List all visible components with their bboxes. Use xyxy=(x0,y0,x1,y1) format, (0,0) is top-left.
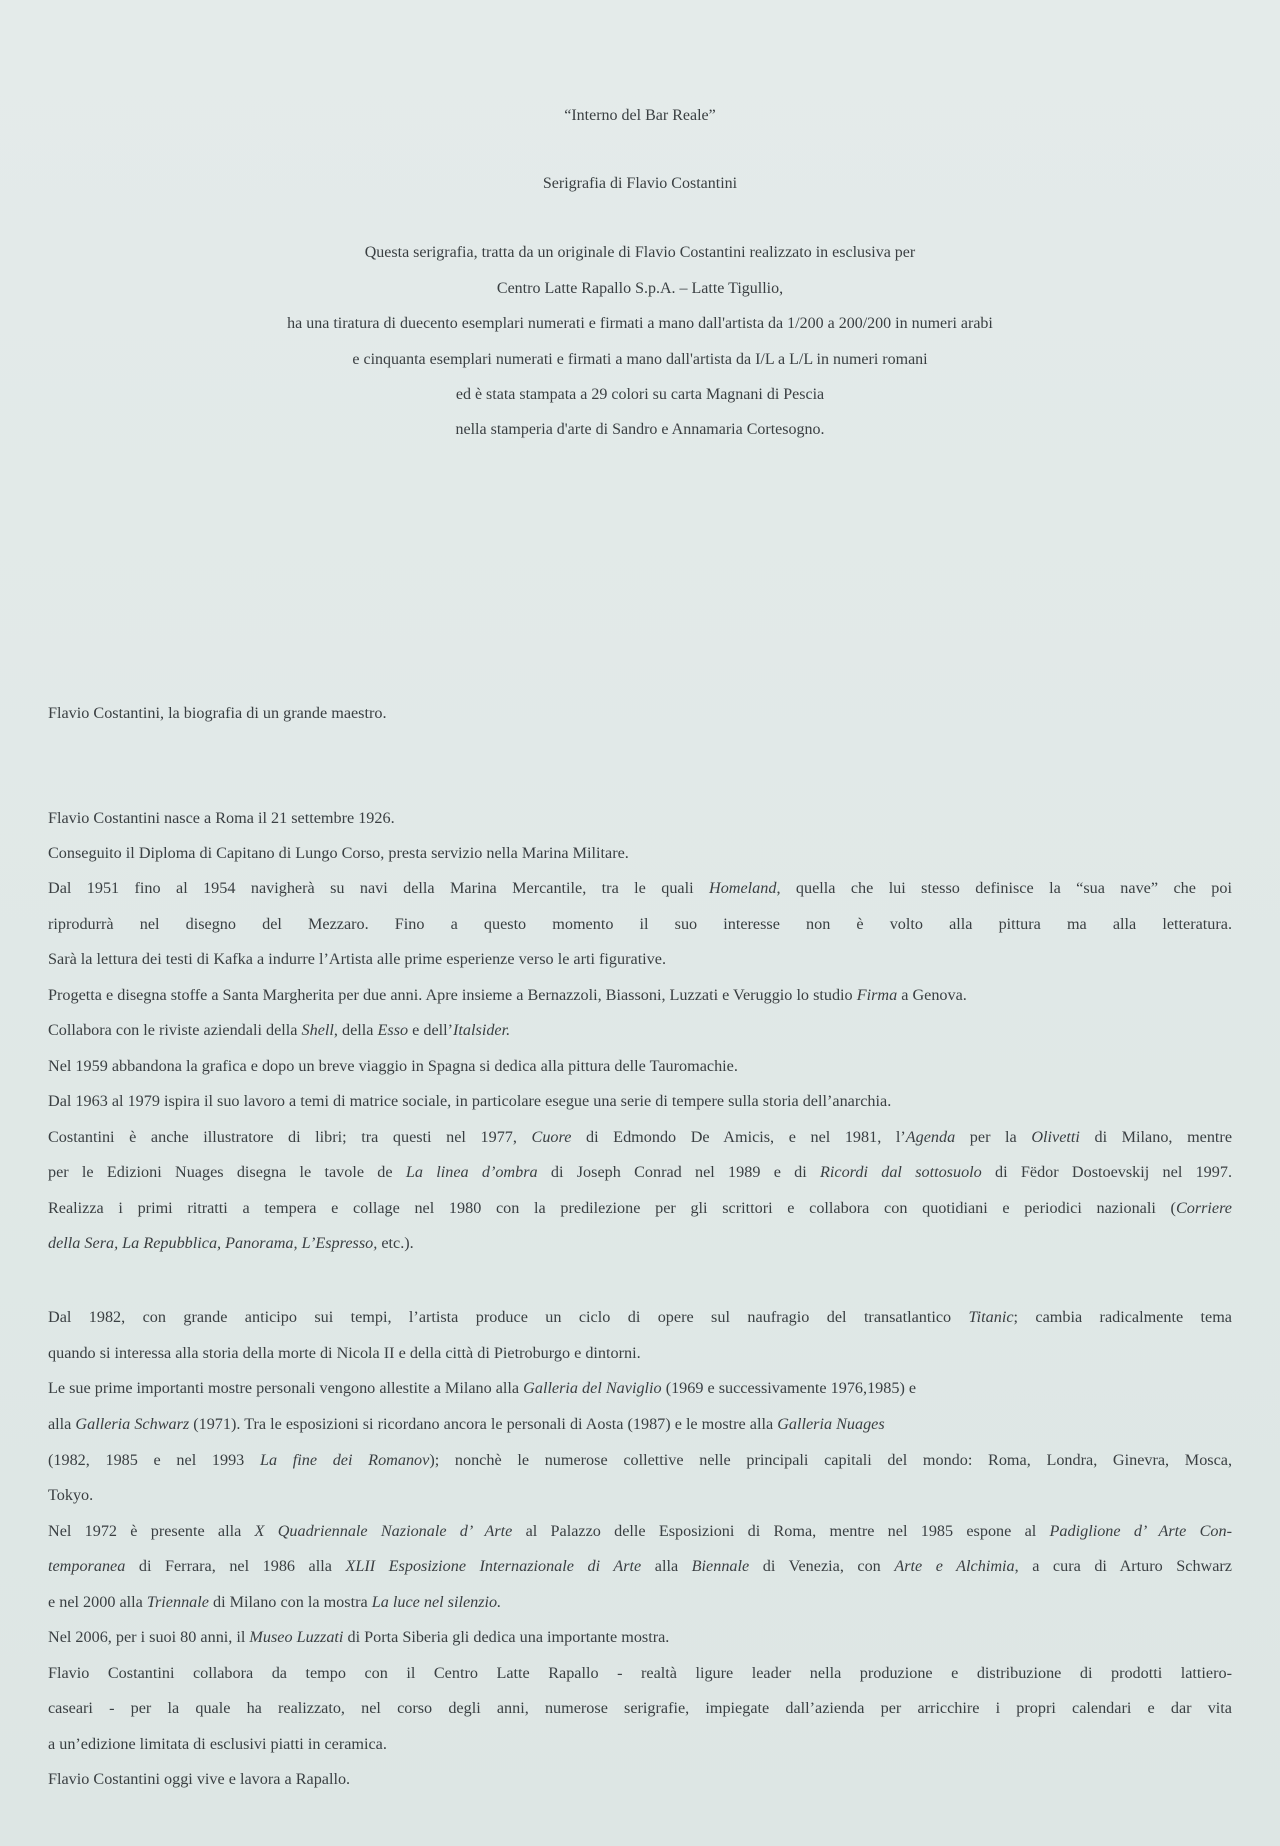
text-run: caseari - per la quale ha realizzato, nel corso degli anni, numerose serigrafie, impiegate dall’azienda per arricchire i propri calendari e dar vita xyxy=(48,1699,1232,1717)
text-run: Costantini è anche illustratore di libri; tra questi nel 1977, xyxy=(48,1128,532,1146)
biography-line xyxy=(48,808,1232,828)
text-run: a Genova. xyxy=(897,986,967,1004)
text-run: Dal 1982, con grande anticipo sui tempi, l’artista produce un ciclo di opere sul naufragio del transatlantico xyxy=(48,1308,969,1326)
biography-line xyxy=(48,1127,1232,1147)
italic-title: Shell xyxy=(301,1021,334,1039)
biography-line xyxy=(48,1378,1232,1398)
description-line: nella stamperia d'arte di Sandro e Annamaria Cortesogno. xyxy=(455,421,825,438)
italic-title: Biennale xyxy=(691,1557,750,1575)
description-line: Centro Latte Rapallo S.p.A. – Latte Tigullio, xyxy=(496,280,784,297)
italic-title: Olivetti xyxy=(1031,1128,1080,1146)
biography-line xyxy=(48,1521,1232,1541)
biography-line xyxy=(48,843,1232,863)
description-line: e cinquanta esemplari numerati e firmati a mano dall'artista da I/L a L/L in numeri romani xyxy=(352,351,928,368)
text-run: a un’edizione limitata di esclusivi piatti in ceramica. xyxy=(48,1735,387,1753)
text-run: di Edmondo De Amicis, e nel 1981, l’ xyxy=(571,1128,906,1146)
biography-line xyxy=(48,1091,1232,1111)
italic-title: Esso xyxy=(377,1021,409,1039)
text-run: al Palazzo delle Esposizioni di Roma, mentre nel 1985 espone al xyxy=(512,1522,1050,1540)
text-run: di Milano con la mostra xyxy=(208,1593,372,1611)
text-run: per le Edizioni Nuages disegna le tavole de xyxy=(48,1163,406,1181)
text-run: Dal 1951 fino al 1954 navigherà su navi della Marina Mercantile, tra le quali xyxy=(48,879,709,897)
italic-title: Galleria Nuages xyxy=(777,1415,885,1433)
text-run: di Joseph Conrad nel 1989 e di xyxy=(537,1163,821,1181)
text-run: Nel 1972 è presente alla xyxy=(48,1522,255,1540)
biography-line xyxy=(48,1343,1232,1363)
italic-title: Galleria Schwarz xyxy=(75,1415,190,1433)
text-run: Le sue prime importanti mostre personali vengono allestite a Milano alla xyxy=(48,1379,524,1397)
italic-title: Museo Luzzati xyxy=(249,1628,344,1646)
text-run: , della xyxy=(333,1021,378,1039)
biography-line xyxy=(48,1592,1232,1612)
italic-title: X Quadriennale Nazionale d’ Arte xyxy=(254,1522,513,1540)
italic-title: Arte e Alchimia xyxy=(894,1557,1015,1575)
biography-line xyxy=(48,949,1232,969)
italic-title: Triennale xyxy=(146,1593,209,1611)
text-run: ; cambia radicalmente tema xyxy=(1013,1308,1232,1326)
biography-line xyxy=(48,1414,1232,1434)
document-title: “Interno del Bar Reale” xyxy=(564,107,716,124)
text-run: Dal 1963 al 1979 ispira il suo lavoro a temi di matrice sociale, in particolare esegue una serie di tempere sulla storia dell’anarchia. xyxy=(48,1092,892,1110)
biography-line xyxy=(48,1769,1232,1789)
biography-line xyxy=(48,1485,1232,1505)
biography-line xyxy=(48,1627,1232,1647)
description-line: ed è stata stampata a 29 colori su carta Magnani di Pescia xyxy=(455,386,825,403)
text-run: di Fëdor Dostoevskij nel 1997. xyxy=(981,1163,1233,1181)
text-run: quando si interessa alla storia della morte di Nicola II e della città di Pietroburgo e dintorni. xyxy=(48,1344,641,1362)
biography-line xyxy=(48,1734,1232,1754)
italic-title: La linea d’ombra xyxy=(405,1163,538,1181)
text-run: Nel 1959 abbandona la grafica e dopo un breve viaggio in Spagna si dedica alla pittura delle Tauromachie. xyxy=(48,1057,738,1075)
italic-title: La fine dei Romanov xyxy=(259,1451,430,1469)
biography-line xyxy=(48,1162,1232,1182)
italic-title: Titanic xyxy=(968,1308,1014,1326)
text-run: (1971). Tra le esposizioni si ricordano ancora le personali di Aosta (1987) e le mostre alla xyxy=(189,1415,778,1433)
text-run: , quella che lui stesso definisce la “sua nave” che poi xyxy=(776,879,1232,897)
text-run: alla xyxy=(641,1557,692,1575)
biography-line xyxy=(48,1020,1232,1040)
biography-line xyxy=(48,1698,1232,1718)
text-run: etc.). xyxy=(377,1234,414,1252)
text-run: Flavio Costantini nasce a Roma il 21 settembre 1926. xyxy=(48,809,395,827)
biography-line xyxy=(48,1056,1232,1076)
biography-line xyxy=(48,914,1232,934)
italic-title: Cuore xyxy=(531,1128,572,1146)
text-run: di Milano, mentre xyxy=(1079,1128,1233,1146)
text-run: e nel 2000 alla xyxy=(48,1593,147,1611)
biography-line xyxy=(48,985,1232,1005)
biography-line xyxy=(48,1233,1232,1253)
italic-title: Firma xyxy=(856,986,898,1004)
italic-title: XLII Esposizione Internazionale di Arte xyxy=(345,1557,642,1575)
biography-line xyxy=(48,878,1232,898)
italic-title: Corriere xyxy=(1175,1199,1232,1217)
biography-line xyxy=(48,1450,1232,1470)
text-run: Sarà la lettura dei testi di Kafka a indurre l’Artista alle prime esperienze verso le arti figurative. xyxy=(48,950,667,968)
italic-title: Padiglione d’ Arte Con- xyxy=(1049,1522,1232,1540)
biography-line xyxy=(48,1663,1232,1683)
text-run: di Ferrara, nel 1986 alla xyxy=(125,1557,346,1575)
text-run: alla xyxy=(48,1415,76,1433)
italic-title: Agenda xyxy=(905,1128,956,1146)
italic-title: Homeland xyxy=(709,879,777,897)
text-run: Flavio Costantini oggi vive e lavora a Rapallo. xyxy=(48,1770,351,1788)
biography-heading: Flavio Costantini, la biografia di un grande maestro. xyxy=(48,704,387,722)
text-run: Collabora con le riviste aziendali della xyxy=(48,1021,302,1039)
text-run: riprodurrà nel disegno del Mezzaro. Fino a questo momento il suo interesse non è volto alla pittura ma alla letteratura. xyxy=(48,915,1232,933)
text-run: Tokyo. xyxy=(48,1486,94,1504)
italic-title: Galleria del Naviglio xyxy=(523,1379,662,1397)
text-run: Flavio Costantini collabora da tempo con il Centro Latte Rapallo - realtà ligure leader nella produzione e distribuzione di prodotti lattiero- xyxy=(48,1664,1232,1682)
text-run: di Venezia, con xyxy=(749,1557,895,1575)
text-run: di Porta Siberia gli dedica una importante mostra. xyxy=(343,1628,670,1646)
text-run: Nel 2006, per i suoi 80 anni, il xyxy=(48,1628,250,1646)
text-run: (1982, 1985 e nel 1993 xyxy=(48,1451,260,1469)
italic-title: della Sera, La Repubblica, Panorama, L’Espresso, xyxy=(48,1234,378,1252)
text-run: (1969 e successivamente 1976,1985) e xyxy=(661,1379,917,1397)
document-subtitle: Serigrafia di Flavio Costantini xyxy=(542,175,738,192)
text-run: ); nonchè le numerose collettive nelle principali capitali del mondo: Roma, Londra, Ginevra, Mosca, xyxy=(429,1451,1232,1469)
biography-line xyxy=(48,1198,1232,1218)
text-run: , a cura di Arturo Schwarz xyxy=(1014,1557,1232,1575)
text-run: Conseguito il Diploma di Capitano di Lungo Corso, presta servizio nella Marina Militare. xyxy=(48,844,629,862)
italic-title: Ricordi dal sottosuolo xyxy=(820,1163,982,1181)
italic-title: Italsider. xyxy=(453,1021,511,1039)
italic-title: La luce nel silenzio. xyxy=(371,1593,502,1611)
italic-title: temporanea xyxy=(48,1557,126,1575)
description-line: Questa serigrafia, tratta da un originale di Flavio Costantini realizzato in esclusiva per xyxy=(364,244,916,261)
biography-line xyxy=(48,1307,1232,1327)
text-run: Realizza i primi ritratti a tempera e collage nel 1980 con la predilezione per gli scrittori e collabora con quotidiani e periodici nazionali ( xyxy=(48,1199,1176,1217)
text-run: per la xyxy=(955,1128,1032,1146)
text-run: Progetta e disegna stoffe a Santa Margherita per due anni. Apre insieme a Bernazzoli, Biassoni, Luzzati e Veruggio lo studio xyxy=(48,986,857,1004)
description-line: ha una tiratura di duecento esemplari numerati e firmati a mano dall'artista da 1/200 a 200/200 in numeri arabi xyxy=(287,315,993,332)
biography-line xyxy=(48,1556,1232,1576)
text-run: e dell’ xyxy=(408,1021,454,1039)
